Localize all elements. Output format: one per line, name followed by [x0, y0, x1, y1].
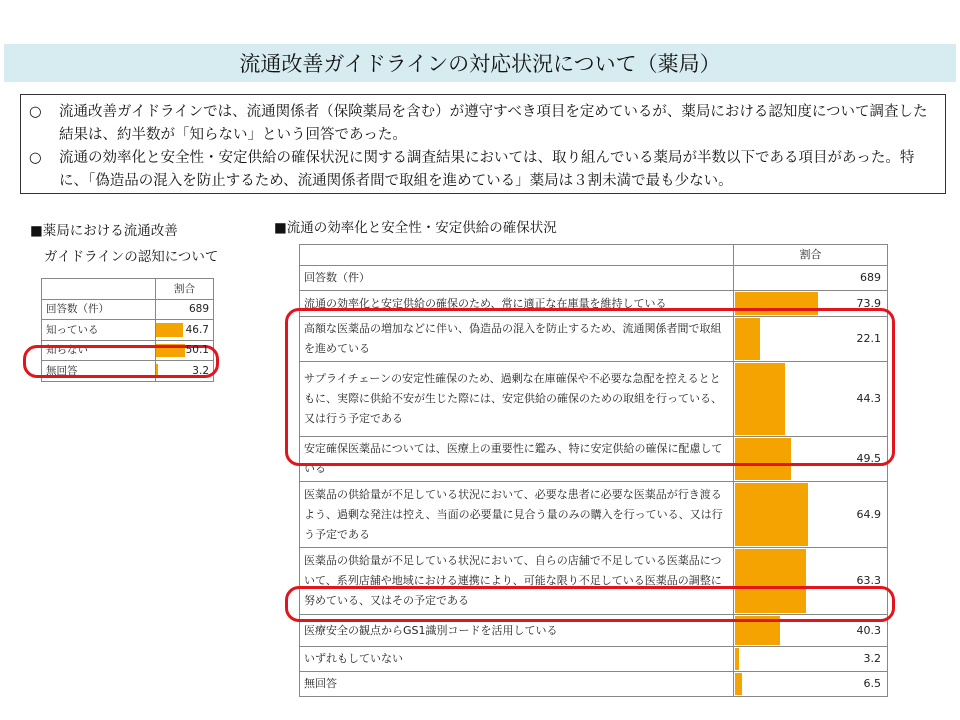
value-label: 44.3 — [856, 392, 881, 405]
left-chart-heading — [30, 218, 218, 270]
status-label: 安定確保医薬品については、医療上の重要性に鑑み、特に安定供給の確保に配慮している — [300, 437, 734, 482]
count-label-cell: 回答数（件） — [300, 266, 734, 291]
value-label: 40.3 — [856, 623, 881, 637]
status-table — [299, 244, 888, 697]
left-heading-line: ガイドラインの認知について — [44, 249, 219, 265]
count-value-cell: 689 — [156, 299, 214, 320]
header-blank-cell — [42, 279, 156, 300]
count-value-cell: 689 — [734, 266, 888, 291]
awareness-value-cell — [156, 361, 214, 382]
status-label: いずれもしていない — [300, 647, 734, 672]
status-row — [300, 482, 888, 548]
summary-item — [29, 101, 935, 147]
status-value-cell — [734, 317, 888, 362]
status-value-cell — [734, 615, 888, 647]
header-cell: 割合 — [734, 245, 888, 266]
header-row — [42, 279, 214, 300]
bar — [735, 483, 808, 546]
status-label: 流通の効率化と安定供給の確保のため、常に適正な在庫量を維持している — [300, 291, 734, 317]
bar — [735, 648, 739, 670]
status-label: 医療安全の観点からGS1識別コードを活用している — [300, 615, 734, 647]
status-row — [300, 291, 888, 317]
awareness-row — [42, 361, 214, 382]
status-value-cell — [734, 482, 888, 548]
header-blank-cell — [300, 245, 734, 266]
value-label: 46.7 — [185, 323, 209, 336]
header-row — [300, 245, 888, 266]
bar — [735, 292, 818, 315]
status-value-cell — [734, 647, 888, 672]
status-row — [300, 672, 888, 697]
summary-text: 流通改善ガイドラインでは、流通関係者（保険薬局を含む）が遵守すべき項目を定めているが、薬局における認知度について調査した結果は、約半数が「知らない」という回答であった。 — [59, 104, 928, 143]
value-label: 49.5 — [856, 452, 881, 465]
status-label: 無回答 — [300, 672, 734, 697]
awareness-label: 知らない — [42, 340, 156, 361]
value-label: 73.9 — [856, 296, 881, 310]
status-row — [300, 647, 888, 672]
bullet-circle: ○ — [29, 150, 42, 166]
status-row — [300, 548, 888, 615]
value-label: 22.1 — [856, 332, 881, 345]
bar — [156, 344, 185, 358]
count-label-cell: 回答数（件） — [42, 299, 156, 320]
bar — [156, 364, 158, 378]
summary-text: 流通の効率化と安全性・安定供給の確保状況に関する調査結果においては、取り組んでいる薬局が半数以下である項目があった。特に、「偽造品の混入を防止するため、流通関係者間で取組を進めている」薬局は３割未満で最も少ない。 — [59, 150, 915, 189]
bar — [735, 549, 806, 613]
page-title: 流通改善ガイドラインの対応状況について（薬局） — [4, 44, 956, 82]
value-label: 64.9 — [856, 507, 881, 521]
right-chart-heading: ■流通の効率化と安全性・安定供給の確保状況 — [274, 220, 557, 236]
status-value-cell — [734, 362, 888, 437]
bar — [156, 323, 183, 337]
bar — [735, 616, 780, 645]
status-row — [300, 317, 888, 362]
status-label: 医薬品の供給量が不足している状況において、自らの店舗で不足している医薬品について、系列店舗や地域における連携により、可能な限り不足している医薬品の調整に努めている、又はその予定である — [300, 548, 734, 615]
bar — [735, 363, 785, 435]
status-label: 医薬品の供給量が不足している状況において、必要な患者に必要な医薬品が行き渡るよう、過剰な発注は控え、当面の必要量に見合う量のみの購入を行っている、又は行う予定である — [300, 482, 734, 548]
status-value-cell — [734, 548, 888, 615]
awareness-label: 知っている — [42, 320, 156, 341]
status-value-cell — [734, 437, 888, 482]
bar — [735, 673, 742, 695]
status-label: サプライチェーンの安定性確保のため、過剰な在庫確保や不必要な急配を控えるとともに、実際に供給不安が生じた際には、安定供給の確保のための取組を行っている、又は行う予定である — [300, 362, 734, 437]
awareness-table — [41, 278, 214, 382]
header-cell: 割合 — [156, 279, 214, 300]
awareness-label: 無回答 — [42, 361, 156, 382]
summary-box — [20, 94, 946, 194]
bar — [735, 438, 791, 480]
value-label: 3.2 — [863, 652, 881, 665]
value-label: 50.1 — [185, 344, 209, 357]
status-row — [300, 362, 888, 437]
bar — [735, 318, 760, 360]
count-row — [300, 266, 888, 291]
value-label: 63.3 — [856, 574, 881, 587]
status-label: 高額な医薬品の増加などに伴い、偽造品の混入を防止するため、流通関係者間で取組を進めている — [300, 317, 734, 362]
awareness-row — [42, 320, 214, 341]
status-value-cell — [734, 672, 888, 697]
status-row — [300, 615, 888, 647]
awareness-row — [42, 340, 214, 361]
value-label: 3.2 — [192, 364, 209, 377]
awareness-value-cell — [156, 320, 214, 341]
count-row — [42, 299, 214, 320]
bullet-circle: ○ — [29, 104, 42, 120]
summary-item — [29, 147, 935, 193]
status-row — [300, 437, 888, 482]
status-value-cell — [734, 291, 888, 317]
awareness-value-cell — [156, 340, 214, 361]
left-heading-line: ■薬局における流通改善 — [30, 223, 178, 239]
value-label: 6.5 — [863, 677, 881, 690]
